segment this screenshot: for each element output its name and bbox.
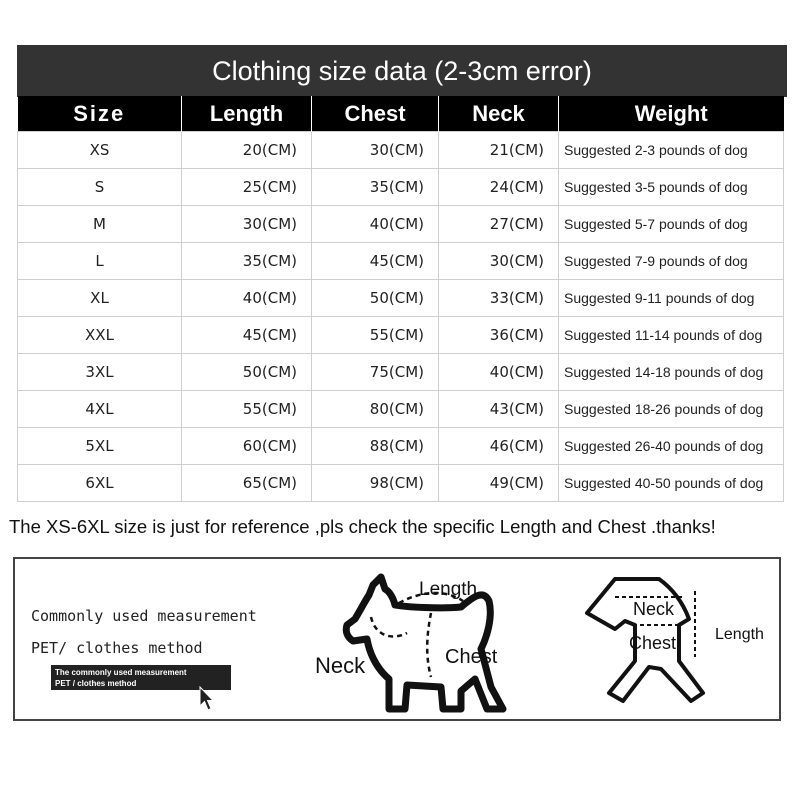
cell-chest: 45(CM): [312, 243, 439, 280]
size-table: [17, 96, 784, 502]
cell-neck: 27(CM): [439, 206, 559, 243]
cell-weight: Suggested 2-3 pounds of dog: [559, 132, 784, 169]
dog-neck-label: Neck: [315, 653, 366, 678]
cell-neck: 30(CM): [439, 243, 559, 280]
table-header-row: [18, 96, 784, 132]
table-row: [18, 428, 784, 465]
cell-chest: 98(CM): [312, 465, 439, 502]
cell-weight: Suggested 18-26 pounds of dog: [559, 391, 784, 428]
dog-length-label: Length: [419, 579, 478, 600]
cell-chest: 40(CM): [312, 206, 439, 243]
cell-chest: 30(CM): [312, 132, 439, 169]
dog-chest-label: Chest: [445, 646, 498, 668]
cell-neck: 21(CM): [439, 132, 559, 169]
header-chest: Chest: [312, 96, 439, 132]
cell-neck: 49(CM): [439, 465, 559, 502]
dog-measurement-diagram: [311, 567, 531, 717]
title-text: Clothing size data (2-3cm error): [212, 55, 592, 86]
table-row: [18, 280, 784, 317]
cell-size: XL: [18, 280, 182, 317]
cell-weight: Suggested 40-50 pounds of dog: [559, 465, 784, 502]
cell-weight: Suggested 5-7 pounds of dog: [559, 206, 784, 243]
cell-length: 20(CM): [182, 132, 312, 169]
header-size: Size: [18, 96, 182, 132]
cell-length: 50(CM): [182, 354, 312, 391]
page-title: [17, 45, 787, 97]
cursor-arrow-icon: [199, 686, 215, 712]
cell-length: 55(CM): [182, 391, 312, 428]
cell-chest: 50(CM): [312, 280, 439, 317]
cell-length: 35(CM): [182, 243, 312, 280]
table-row: [18, 206, 784, 243]
cell-length: 65(CM): [182, 465, 312, 502]
clothes-measurement-diagram: [575, 571, 775, 711]
cell-neck: 36(CM): [439, 317, 559, 354]
cell-length: 25(CM): [182, 169, 312, 206]
reference-note: The XS-6XL size is just for reference ,pls check the specific Length and Chest .thanks!: [9, 516, 716, 537]
cell-neck: 46(CM): [439, 428, 559, 465]
table-row: [18, 243, 784, 280]
cell-weight: Suggested 9-11 pounds of dog: [559, 280, 784, 317]
table-row: [18, 391, 784, 428]
cell-weight: Suggested 14-18 pounds of dog: [559, 354, 784, 391]
cell-size: S: [18, 169, 182, 206]
cell-weight: Suggested 7-9 pounds of dog: [559, 243, 784, 280]
header-length: Length: [182, 96, 312, 132]
cell-size: L: [18, 243, 182, 280]
cell-chest: 80(CM): [312, 391, 439, 428]
cell-size: 5XL: [18, 428, 182, 465]
cell-neck: 24(CM): [439, 169, 559, 206]
cell-weight: Suggested 26-40 pounds of dog: [559, 428, 784, 465]
dog-chest-line: [427, 613, 431, 677]
cell-length: 60(CM): [182, 428, 312, 465]
cell-chest: 88(CM): [312, 428, 439, 465]
method-title: Commonly used measurement: [31, 607, 257, 625]
header-weight: Weight: [559, 96, 784, 132]
cell-chest: 35(CM): [312, 169, 439, 206]
clothes-length-label: Length: [715, 626, 764, 643]
cell-neck: 40(CM): [439, 354, 559, 391]
cell-size: 3XL: [18, 354, 182, 391]
cell-length: 30(CM): [182, 206, 312, 243]
table-row: [18, 169, 784, 206]
method-subtitle: PET/ clothes method: [31, 639, 203, 657]
cell-size: 6XL: [18, 465, 182, 502]
table-row: [18, 317, 784, 354]
clothes-chest-label: Chest: [629, 633, 677, 653]
measurement-panel: [13, 557, 781, 721]
cell-size: M: [18, 206, 182, 243]
cell-size: 4XL: [18, 391, 182, 428]
clothes-neck-label: Neck: [633, 599, 675, 619]
cell-size: XS: [18, 132, 182, 169]
cell-length: 45(CM): [182, 317, 312, 354]
badge-line-2: PET / clothes method: [55, 679, 137, 688]
table-row: [18, 132, 784, 169]
cell-chest: 55(CM): [312, 317, 439, 354]
cell-size: XXL: [18, 317, 182, 354]
cell-neck: 43(CM): [439, 391, 559, 428]
cell-weight: Suggested 3-5 pounds of dog: [559, 169, 784, 206]
header-neck: Neck: [439, 96, 559, 132]
cell-weight: Suggested 11-14 pounds of dog: [559, 317, 784, 354]
table-row: [18, 465, 784, 502]
dog-neck-line: [371, 617, 407, 636]
badge-line-1: The commonly used measurement: [55, 668, 187, 677]
table-row: [18, 354, 784, 391]
cell-chest: 75(CM): [312, 354, 439, 391]
cell-length: 40(CM): [182, 280, 312, 317]
cell-neck: 33(CM): [439, 280, 559, 317]
